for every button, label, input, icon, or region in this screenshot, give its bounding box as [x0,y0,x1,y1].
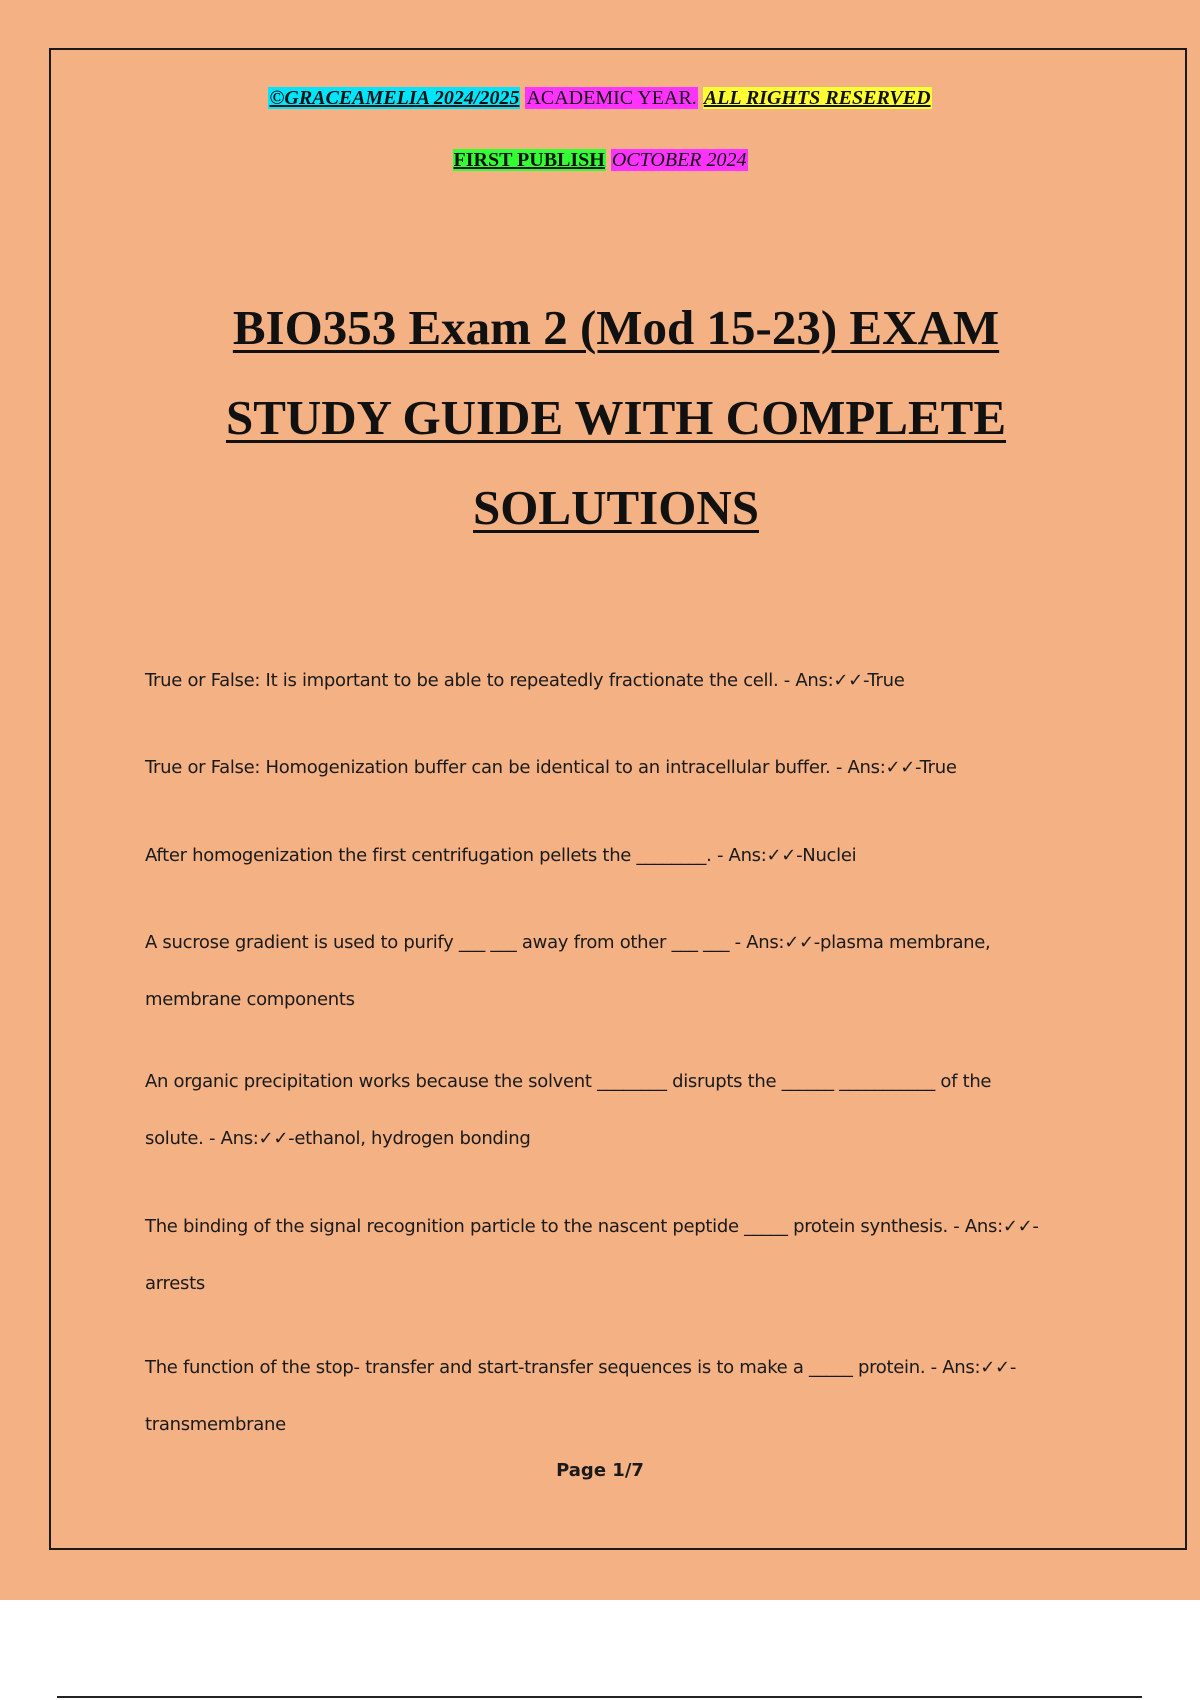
bottom-divider [57,1696,1142,1698]
copyright-text: ©GRACEAMELIA 2024/2025 [269,87,520,109]
title-line-1: BIO353 Exam 2 (Mod 15-23) EXAM [232,300,1000,355]
question-item [145,914,1085,1028]
page-number: Page 1/7 [556,1460,644,1481]
question-text-continued: arrests [145,1273,205,1294]
title-line-2: STUDY GUIDE WITH COMPLETE [225,390,1007,445]
question-text: True or False: It is important to be able to repeatedly fractionate the cell. - Ans:✓✓-True [145,670,905,691]
question-text-continued: transmembrane [145,1414,286,1435]
rights-reserved-text: ALL RIGHTS RESERVED [703,87,931,109]
question-text: The binding of the signal recognition particle to the nascent peptide _____ protein synthesis. - Ans:✓✓- [145,1216,1039,1237]
first-publish-text: FIRST PUBLISH [453,149,605,171]
question-item [145,652,1085,709]
question-text-continued: membrane components [145,989,355,1010]
copyright-line [0,86,1200,110]
question-text-continued: solute. - Ans:✓✓-ethanol, hydrogen bonding [145,1128,531,1149]
question-text: An organic precipitation works because the solvent ________ disrupts the ______ ___________ of the [145,1071,992,1092]
question-text: After homogenization the first centrifugation pellets the ________. - Ans:✓✓-Nuclei [145,845,857,866]
question-item [145,1053,1085,1167]
question-text: A sucrose gradient is used to purify ___ ___ away from other ___ ___ - Ans:✓✓-plasma membrane, [145,932,991,953]
title-line-3: SOLUTIONS [473,480,759,535]
question-item [145,739,1085,796]
question-item [145,1198,1085,1312]
question-item [145,1339,1085,1453]
question-text: The function of the stop- transfer and start-transfer sequences is to make a _____ protein. - Ans:✓✓- [145,1357,1017,1378]
publish-line [0,148,1200,172]
page-border [49,48,1187,1550]
question-item [145,827,1085,884]
document-title [60,283,1172,553]
question-text: True or False: Homogenization buffer can be identical to an intracellular buffer. - Ans:✓✓-True [145,757,957,778]
publish-date-text: OCTOBER 2024 [611,149,747,171]
academic-year-text: ACADEMIC YEAR. [526,87,697,109]
